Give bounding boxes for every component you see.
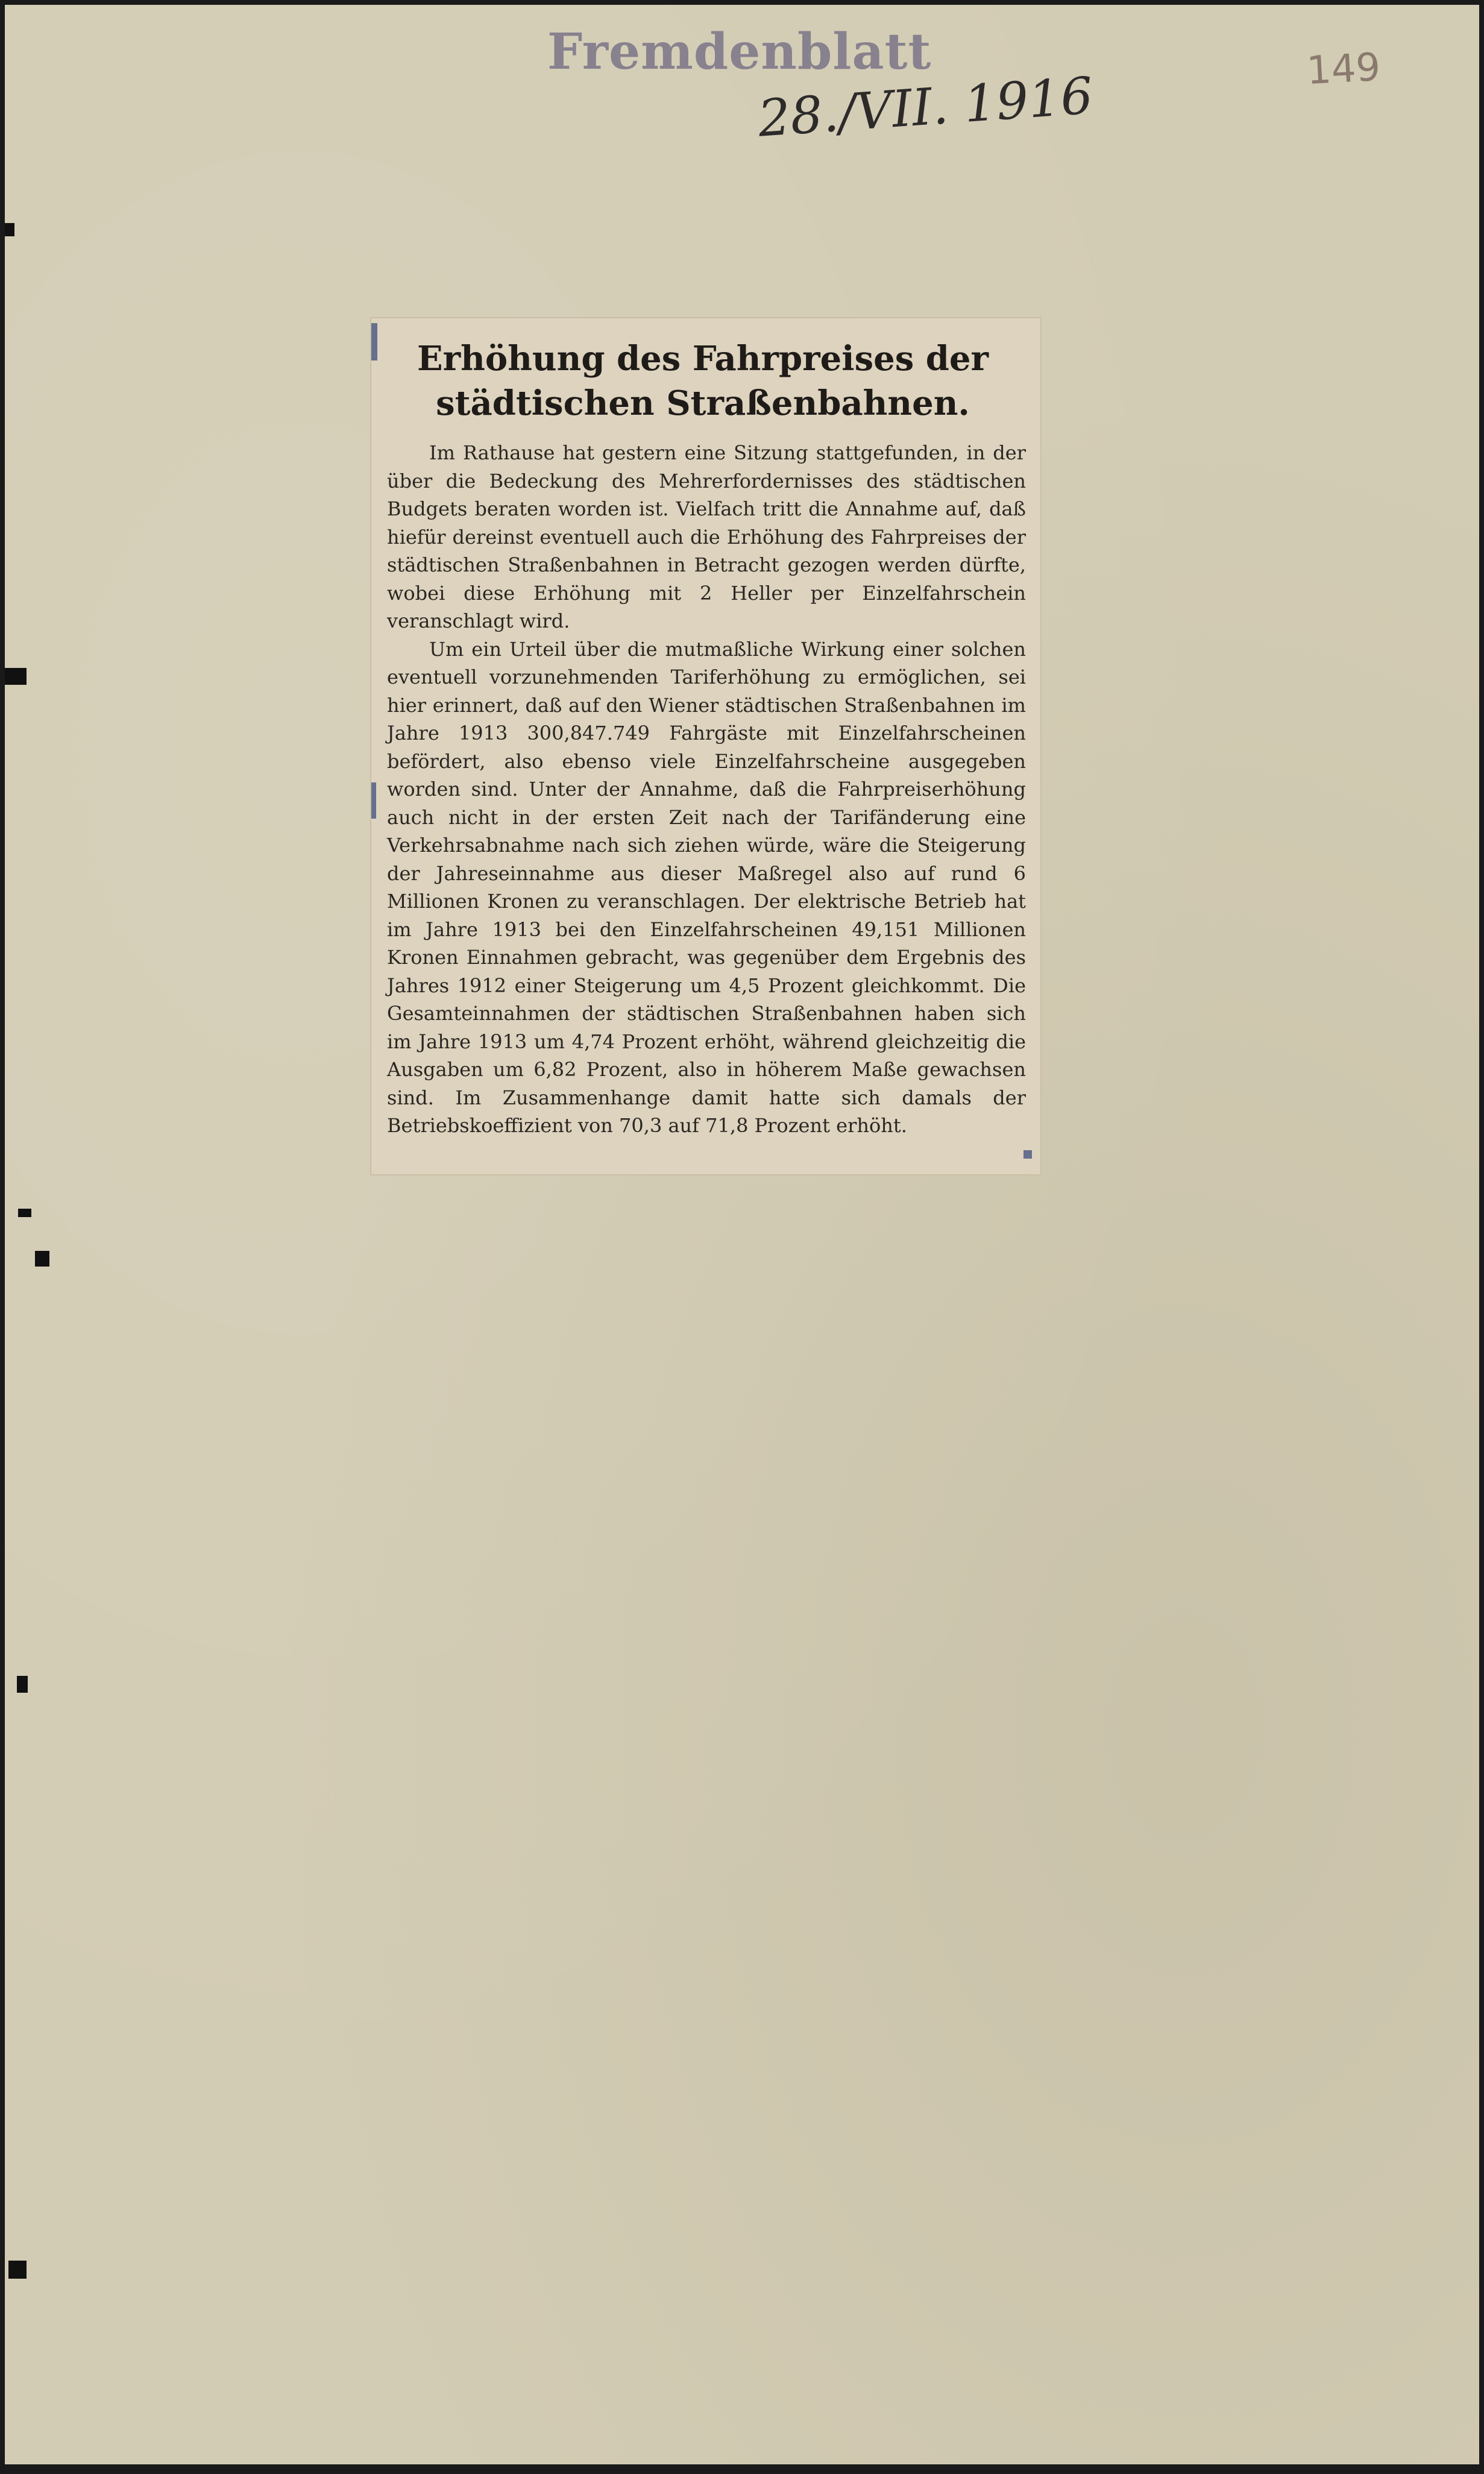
blue-pencil-mark (371, 323, 377, 360)
blue-pencil-mark (371, 782, 376, 819)
punch-mark (5, 668, 27, 685)
punch-mark (18, 1209, 31, 1217)
punch-mark (17, 1676, 28, 1693)
blue-pencil-mark (1023, 1150, 1032, 1159)
newspaper-clipping (371, 318, 1040, 1174)
article-paragraph: Im Rathause hat gestern eine Sitzung stattgefunden, in der über die Bedeckung des Mehrerfordernisses des städtischen Budgets beraten worden ist. Vielfach tritt die Annahme auf, daß hiefür dereinst eventuell auch die Erhöhung des Fahrpreises der städtischen Straßenbahnen in Betracht gezogen werden dürfte, wobei diese Erhöhung mit 2 Heller per Einzelfahrschein veranschlagt wird. (387, 441, 1026, 632)
punch-mark (5, 223, 14, 236)
handwritten-date: 28./VII. 1916 (756, 66, 1095, 148)
article-headline: Erhöhung des Fahrpreises der städtischen Straßenbahnen. (417, 339, 989, 423)
newspaper-stamp: Fremdenblatt (547, 23, 932, 81)
article-paragraph: Um ein Urteil über die mutmaßliche Wirkung einer solchen eventuell vorzunehmenden Tariferhöhung zu ermöglichen, sei hier erinnert, daß auf den Wiener städtischen Straßenbahnen im Jahre 1913 300,847.749 Fahrgäste mit Einzelfahrscheinen befördert, also ebenso viele Einzelfahrscheine ausgegeben worden sind. Unter der Annahme, daß die Fahrpreiserhöhung auch nicht in der ersten Zeit nach der Tarifänderung eine Verkehrsabnahme nach sich ziehen würde, wäre die Steigerung der Jahreseinnahme aus dieser Maßregel also auf rund 6 Millionen Kronen zu veranschlagen. Der elektrische Betrieb hat im Jahre 1913 bei den Einzelfahrscheinen 49,151 Millionen Kronen Einnahmen gebracht, was gegenüber dem Ergebnis des Jahres 1912 einer Steigerung um 4,5 Prozent gleichkommt. Die Gesamteinnahmen der städtischen Straßenbahnen haben sich im Jahre 1913 um 4,74 Prozent erhöht, während gleichzeitig die Ausgaben um 6,82 Prozent, also in höherem Maße gewachsen sind. Im Zusammenhange damit hatte sich damals der Betriebskoeffizient von 70,3 auf 71,8 Prozent erhöht. (387, 637, 1026, 1137)
punch-mark (8, 2261, 27, 2279)
page-number: 149 (1306, 45, 1382, 94)
article-body (387, 439, 1026, 1140)
archive-sheet (5, 5, 1479, 2464)
punch-mark (35, 1251, 49, 1267)
